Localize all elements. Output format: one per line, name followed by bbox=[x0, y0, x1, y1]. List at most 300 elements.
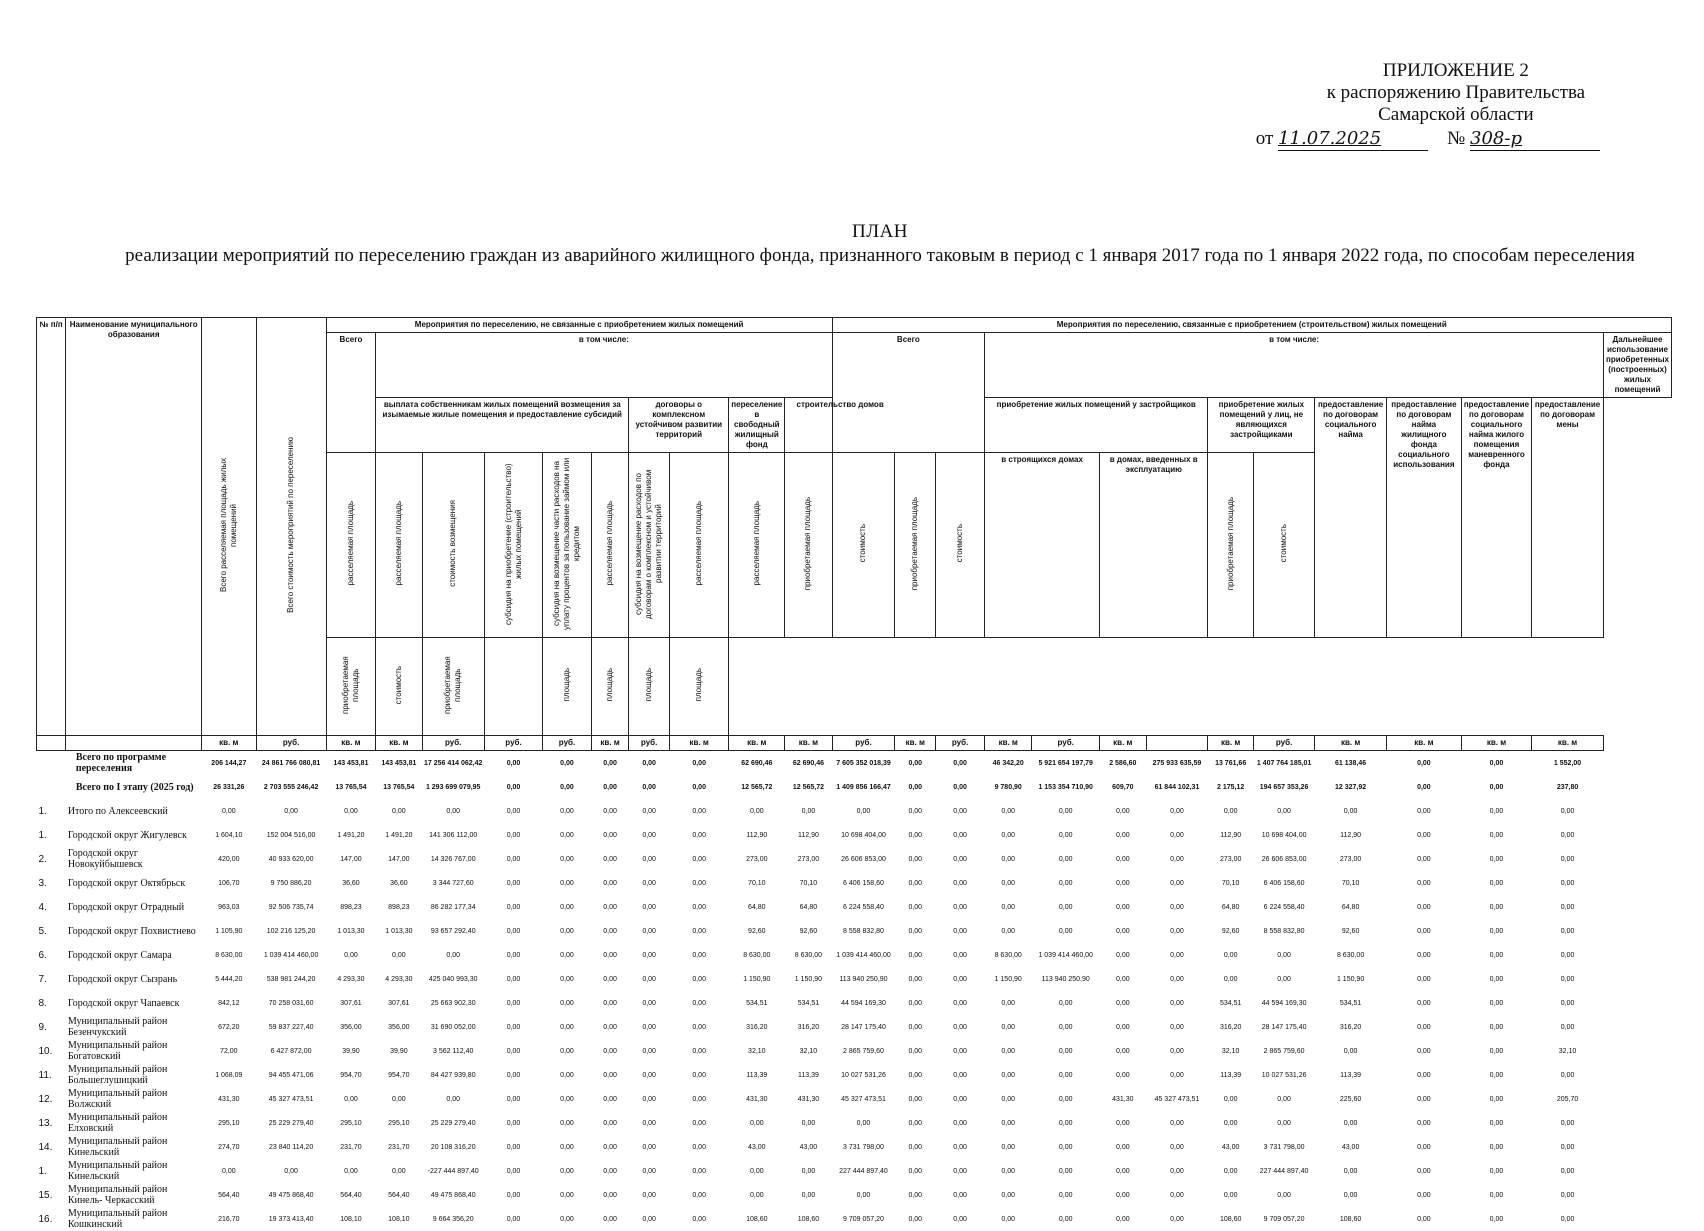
cell-value: 32,10 bbox=[1208, 1039, 1254, 1063]
cell-value: 0,00 bbox=[543, 1183, 592, 1207]
cell-value: 0,00 bbox=[1100, 823, 1146, 847]
cell-value: 23 840 114,20 bbox=[256, 1135, 326, 1159]
cell-value: 206 144,27 bbox=[202, 751, 256, 776]
cell-value: 0,00 bbox=[1386, 751, 1461, 776]
cell-value: 0,00 bbox=[1100, 847, 1146, 871]
unit: кв. м bbox=[985, 736, 1032, 751]
table-row bbox=[37, 991, 1672, 1015]
cell-value: 0,00 bbox=[591, 943, 628, 967]
plan-table bbox=[36, 317, 1672, 1231]
cell-value: 0,00 bbox=[629, 1183, 670, 1207]
cell-value: 0,00 bbox=[1386, 1159, 1461, 1183]
cell-value: 0,00 bbox=[985, 1183, 1032, 1207]
cell-value: 70,10 bbox=[1208, 871, 1254, 895]
cell-value: 273,00 bbox=[729, 847, 785, 871]
cell-value: 227 444 897,40 bbox=[1253, 1159, 1314, 1183]
cell-value: 72,00 bbox=[202, 1039, 256, 1063]
table-row bbox=[37, 1183, 1672, 1207]
cell-value: 273,00 bbox=[1315, 847, 1387, 871]
header-c13: расселяемая площадь bbox=[729, 453, 785, 638]
cell-value: 0,00 bbox=[591, 775, 628, 799]
cell-value: 231,70 bbox=[376, 1135, 422, 1159]
cell-value: 1 013,30 bbox=[376, 919, 422, 943]
cell-value: 10 698 404,00 bbox=[1253, 823, 1314, 847]
cell-value: 0,00 bbox=[629, 1159, 670, 1183]
cell-value: 2 586,60 bbox=[1100, 751, 1146, 776]
cell-value: 534,51 bbox=[785, 991, 832, 1015]
cell-value: 12 565,72 bbox=[785, 775, 832, 799]
table-row bbox=[37, 775, 1672, 799]
header-c18: приобретаемая площадь bbox=[326, 638, 376, 736]
cell-value: 0,00 bbox=[936, 751, 985, 776]
cell-value: 0,00 bbox=[985, 871, 1032, 895]
header-c26: площадь bbox=[629, 638, 670, 736]
cell-value: 0,00 bbox=[670, 1063, 729, 1087]
table-row bbox=[37, 1111, 1672, 1135]
cell-value: 0,00 bbox=[1315, 799, 1387, 823]
municipality-name: Муниципальный район Кинельский bbox=[66, 1159, 202, 1183]
cell-value: 0,00 bbox=[1208, 1183, 1254, 1207]
cell-value: 316,20 bbox=[1208, 1015, 1254, 1039]
cell-value: 0,00 bbox=[1386, 1063, 1461, 1087]
cell-value: 1 039 414 460,00 bbox=[256, 943, 326, 967]
cell-value: 0,00 bbox=[729, 1159, 785, 1183]
cell-value: 3 731 798,00 bbox=[1253, 1135, 1314, 1159]
cell-value: 45 327 473,51 bbox=[256, 1087, 326, 1111]
cell-value: 0,00 bbox=[936, 991, 985, 1015]
cell-value: 0,00 bbox=[591, 1183, 628, 1207]
cell-value: 152 004 516,00 bbox=[256, 823, 326, 847]
table-row bbox=[37, 823, 1672, 847]
cell-value: 64,80 bbox=[1208, 895, 1254, 919]
cell-value: 0,00 bbox=[985, 799, 1032, 823]
row-number: 10. bbox=[37, 1039, 66, 1063]
unit: руб. bbox=[484, 736, 542, 751]
date-prefix: от bbox=[1256, 128, 1274, 149]
cell-value: 0,00 bbox=[1461, 1159, 1531, 1183]
header-free-fund: переселение в свободный жилищный фонд bbox=[729, 398, 785, 453]
cell-value: 64,80 bbox=[1315, 895, 1387, 919]
cell-value: 13 765,54 bbox=[376, 775, 422, 799]
cell-value: 1 039 414 460,00 bbox=[832, 943, 895, 967]
cell-value: 0,00 bbox=[629, 1063, 670, 1087]
cell-value: 0,00 bbox=[1146, 895, 1208, 919]
cell-value: 0,00 bbox=[1315, 1111, 1387, 1135]
cell-value: 534,51 bbox=[1315, 991, 1387, 1015]
cell-value: 0,00 bbox=[936, 1159, 985, 1183]
cell-value: 0,00 bbox=[670, 1159, 729, 1183]
cell-value: 0,00 bbox=[936, 1087, 985, 1111]
cell-value: 3 562 112,40 bbox=[422, 1039, 484, 1063]
cell-value: 0,00 bbox=[591, 751, 628, 776]
header-kurt: договоры о комплексном устойчивом развитии территорий bbox=[629, 398, 729, 453]
municipality-name: Всего по программе переселения bbox=[66, 751, 202, 776]
cell-value: 43,00 bbox=[1315, 1135, 1387, 1159]
table-row bbox=[37, 847, 1672, 871]
cell-value: 0,00 bbox=[1146, 871, 1208, 895]
unit: кв. м bbox=[785, 736, 832, 751]
row-number: 9. bbox=[37, 1015, 66, 1039]
cell-value: 0,00 bbox=[895, 1039, 936, 1063]
cell-value: 0,00 bbox=[484, 1135, 542, 1159]
cell-value: 0,00 bbox=[1032, 1111, 1100, 1135]
cell-value: 0,00 bbox=[1208, 1111, 1254, 1135]
cell-value: 143 453,81 bbox=[376, 751, 422, 776]
row-number: 15. bbox=[37, 1183, 66, 1207]
cell-value: 0,00 bbox=[670, 1015, 729, 1039]
cell-value: 0,00 bbox=[543, 1135, 592, 1159]
cell-value: 70 258 031,60 bbox=[256, 991, 326, 1015]
cell-value: 0,00 bbox=[985, 1039, 1032, 1063]
header-c21 bbox=[484, 638, 542, 736]
header-further-use: Дальнейшее использование приобретенных (построенных) жилых помещений bbox=[1603, 333, 1671, 398]
cell-value: 25 663 902,30 bbox=[422, 991, 484, 1015]
municipality-name: Городской округ Жигулевск bbox=[66, 823, 202, 847]
header-c16: приобретаемая площадь bbox=[895, 453, 936, 638]
cell-value: 0,00 bbox=[484, 1015, 542, 1039]
unit: кв. м bbox=[1386, 736, 1461, 751]
cell-value: 0,00 bbox=[543, 1015, 592, 1039]
cell-value: 963,03 bbox=[202, 895, 256, 919]
cell-value: 0,00 bbox=[670, 799, 729, 823]
cell-value: 0,00 bbox=[936, 1207, 985, 1231]
cell-value: 0,00 bbox=[1386, 871, 1461, 895]
table-row bbox=[37, 871, 1672, 895]
header-payout: выплата собственникам жилых помещений возмещения за изымаемые жилые помещения и предоставление субсидий bbox=[376, 398, 629, 453]
cell-value: 70,10 bbox=[729, 871, 785, 895]
table-row bbox=[37, 1207, 1672, 1231]
header-name: Наименование муниципального образования bbox=[66, 318, 202, 736]
cell-value: 0,00 bbox=[1461, 1111, 1531, 1135]
cell-value: 0,00 bbox=[1032, 991, 1100, 1015]
cell-value: 0,00 bbox=[1532, 847, 1604, 871]
cell-value: 274,70 bbox=[202, 1135, 256, 1159]
cell-value: 0,00 bbox=[1532, 1015, 1604, 1039]
cell-value: 295,10 bbox=[326, 1111, 376, 1135]
cell-value: 25 229 279,40 bbox=[422, 1111, 484, 1135]
cell-value: 0,00 bbox=[1532, 919, 1604, 943]
cell-value: 0,00 bbox=[1100, 871, 1146, 895]
cell-value: 0,00 bbox=[1532, 991, 1604, 1015]
cell-value: 0,00 bbox=[591, 1135, 628, 1159]
unit: кв. м bbox=[376, 736, 422, 751]
cell-value: 0,00 bbox=[670, 847, 729, 871]
cell-value: 0,00 bbox=[1386, 919, 1461, 943]
cell-value: 46 342,20 bbox=[985, 751, 1032, 776]
cell-value: 0,00 bbox=[1032, 847, 1100, 871]
cell-value: 1 491,20 bbox=[376, 823, 422, 847]
cell-value: 225,60 bbox=[1315, 1087, 1387, 1111]
cell-value: 1 409 856 166,47 bbox=[832, 775, 895, 799]
cell-value: 0,00 bbox=[1208, 943, 1254, 967]
unit bbox=[1146, 736, 1208, 751]
cell-value: 113,39 bbox=[1315, 1063, 1387, 1087]
cell-value: 0,00 bbox=[484, 1159, 542, 1183]
cell-value: 0,00 bbox=[985, 919, 1032, 943]
cell-value: 216,70 bbox=[202, 1207, 256, 1231]
cell-value: 356,00 bbox=[376, 1015, 422, 1039]
municipality-name: Муниципальный район Кинель- Черкасский bbox=[66, 1183, 202, 1207]
cell-value: 92,60 bbox=[785, 919, 832, 943]
cell-value: 420,00 bbox=[202, 847, 256, 871]
cell-value: 0,00 bbox=[484, 1183, 542, 1207]
cell-value: 93 657 292,40 bbox=[422, 919, 484, 943]
cell-value: 0,00 bbox=[936, 847, 985, 871]
cell-value: 0,00 bbox=[895, 1159, 936, 1183]
cell-value: 8 630,00 bbox=[1315, 943, 1387, 967]
cell-value: 59 837 227,40 bbox=[256, 1015, 326, 1039]
cell-value: 0,00 bbox=[832, 1111, 895, 1135]
cell-value: 0,00 bbox=[670, 1087, 729, 1111]
cell-value: 0,00 bbox=[1386, 1135, 1461, 1159]
cell-value: 0,00 bbox=[543, 871, 592, 895]
cell-value: 0,00 bbox=[543, 895, 592, 919]
unit: руб. bbox=[936, 736, 985, 751]
cell-value: 39,90 bbox=[326, 1039, 376, 1063]
cell-value: 0,00 bbox=[895, 1087, 936, 1111]
cell-value: 205,70 bbox=[1532, 1087, 1604, 1111]
cell-value: 0,00 bbox=[670, 967, 729, 991]
table-row bbox=[37, 1015, 1672, 1039]
row-number: 2. bbox=[37, 847, 66, 871]
header-c24: площадь bbox=[543, 638, 592, 736]
cell-value: 8 630,00 bbox=[985, 943, 1032, 967]
header-social: предоставление по договорам социального найма bbox=[1315, 398, 1387, 638]
cell-value: 10 698 404,00 bbox=[832, 823, 895, 847]
table-row bbox=[37, 967, 1672, 991]
cell-value: 0,00 bbox=[670, 1183, 729, 1207]
cell-value: 0,00 bbox=[543, 943, 592, 967]
cell-value: 62 690,46 bbox=[729, 751, 785, 776]
cell-value: 32,10 bbox=[1532, 1039, 1604, 1063]
cell-value: 0,00 bbox=[729, 1111, 785, 1135]
cell-value: 0,00 bbox=[591, 799, 628, 823]
unit: руб. bbox=[832, 736, 895, 751]
cell-value: 0,00 bbox=[591, 919, 628, 943]
table-row bbox=[37, 919, 1672, 943]
cell-value: 1 013,30 bbox=[326, 919, 376, 943]
cell-value: 0,00 bbox=[1386, 895, 1461, 919]
cell-value: 1 105,90 bbox=[202, 919, 256, 943]
cell-value: 0,00 bbox=[670, 1039, 729, 1063]
cell-value: 0,00 bbox=[895, 823, 936, 847]
cell-value: 0,00 bbox=[670, 1207, 729, 1231]
cell-value: 0,00 bbox=[1100, 1207, 1146, 1231]
cell-value: 0,00 bbox=[1253, 1183, 1314, 1207]
cell-value: 0,00 bbox=[1386, 1015, 1461, 1039]
cell-value: 0,00 bbox=[670, 943, 729, 967]
cell-value: 0,00 bbox=[484, 919, 542, 943]
cell-value: 62 690,46 bbox=[785, 751, 832, 776]
cell-value: 3 344 727,60 bbox=[422, 871, 484, 895]
cell-value: 0,00 bbox=[985, 991, 1032, 1015]
header-under-construction: в строящихся домах bbox=[985, 453, 1100, 638]
cell-value: 32,10 bbox=[729, 1039, 785, 1063]
header-maneuver: предоставление по договорам социального найма жилого помещения маневренного фонда bbox=[1461, 398, 1531, 638]
cell-value: 0,00 bbox=[591, 991, 628, 1015]
cell-value: 44 594 169,30 bbox=[1253, 991, 1314, 1015]
cell-value: 19 373 413,40 bbox=[256, 1207, 326, 1231]
cell-value: 0,00 bbox=[1032, 799, 1100, 823]
municipality-name: Муниципальный район Кинельский bbox=[66, 1135, 202, 1159]
cell-value: 0,00 bbox=[256, 1159, 326, 1183]
cell-value: 8 630,00 bbox=[202, 943, 256, 967]
cell-value: 1 407 764 185,01 bbox=[1253, 751, 1314, 776]
cell-value: 0,00 bbox=[985, 823, 1032, 847]
header-commissioned: в домах, введенных в эксплуатацию bbox=[1100, 453, 1208, 638]
cell-value: 108,60 bbox=[729, 1207, 785, 1231]
cell-value: 2 175,12 bbox=[1208, 775, 1254, 799]
cell-value: 141 306 112,00 bbox=[422, 823, 484, 847]
cell-value: 84 427 939,80 bbox=[422, 1063, 484, 1087]
cell-value: 0,00 bbox=[1100, 1111, 1146, 1135]
cell-value: 8 630,00 bbox=[729, 943, 785, 967]
cell-value: 0,00 bbox=[936, 823, 985, 847]
unit: кв. м bbox=[729, 736, 785, 751]
cell-value: 112,90 bbox=[1315, 823, 1387, 847]
header-c23: стоимость bbox=[1253, 453, 1314, 638]
cell-value: 0,00 bbox=[1100, 943, 1146, 967]
appendix-line-3: Самарской области bbox=[1312, 104, 1600, 126]
cell-value: 0,00 bbox=[1146, 823, 1208, 847]
cell-value: 0,00 bbox=[1532, 1135, 1604, 1159]
cell-value: 0,00 bbox=[484, 1063, 542, 1087]
header-c9: субсидия на возмещение части расходов на уплату процентов за пользование займом или кредитом bbox=[543, 453, 592, 638]
header-group-non-purchase: Мероприятия по переселению, не связанные с приобретением жилых помещений bbox=[326, 318, 832, 333]
cell-value: 0,00 bbox=[1100, 1135, 1146, 1159]
table-row bbox=[37, 1063, 1672, 1087]
cell-value: 0,00 bbox=[985, 847, 1032, 871]
cell-value: 0,00 bbox=[670, 823, 729, 847]
cell-value: 6 224 558,40 bbox=[832, 895, 895, 919]
header-c20: приобретаемая площадь bbox=[422, 638, 484, 736]
cell-value: 0,00 bbox=[1386, 1183, 1461, 1207]
cell-value: 0,00 bbox=[1461, 775, 1531, 799]
municipality-name: Муниципальный район Кошкинский bbox=[66, 1207, 202, 1231]
cell-value: 61 844 102,31 bbox=[1146, 775, 1208, 799]
header-c7: стоимость возмещения bbox=[422, 453, 484, 638]
cell-value: 0,00 bbox=[1146, 991, 1208, 1015]
municipality-name: Муниципальный район Безенчукский bbox=[66, 1015, 202, 1039]
cell-value: 113,39 bbox=[785, 1063, 832, 1087]
header-from-developers: приобретение жилых помещений у застройщиков bbox=[985, 398, 1208, 453]
cell-value: 0,00 bbox=[1386, 991, 1461, 1015]
handwritten-date: 11.07.2025 bbox=[1278, 128, 1428, 151]
cell-value: 0,00 bbox=[1532, 1183, 1604, 1207]
cell-value: 0,00 bbox=[1032, 1087, 1100, 1111]
cell-value: 0,00 bbox=[422, 943, 484, 967]
unit: кв. м bbox=[202, 736, 256, 751]
municipality-name: Городской округ Новокуйбышевск bbox=[66, 847, 202, 871]
cell-value: 0,00 bbox=[629, 823, 670, 847]
cell-value: 431,30 bbox=[785, 1087, 832, 1111]
cell-value: 0,00 bbox=[895, 871, 936, 895]
cell-value: 0,00 bbox=[543, 751, 592, 776]
cell-value: 25 229 279,40 bbox=[256, 1111, 326, 1135]
cell-value: 0,00 bbox=[1315, 1183, 1387, 1207]
cell-value: 9 664 356,20 bbox=[422, 1207, 484, 1231]
cell-value: 1 068,09 bbox=[202, 1063, 256, 1087]
cell-value: 0,00 bbox=[895, 895, 936, 919]
cell-value: 0,00 bbox=[936, 1039, 985, 1063]
cell-value: 0,00 bbox=[670, 871, 729, 895]
title-description: реализации мероприятий по переселению граждан из аварийного жилищного фонда, признанного таковым в период с 1 января 2017 года по 1 января 2022 года, по способам переселения bbox=[80, 244, 1680, 268]
cell-value: 43,00 bbox=[785, 1135, 832, 1159]
document-title bbox=[80, 220, 1680, 268]
cell-value: 0,00 bbox=[484, 823, 542, 847]
cell-value: 307,61 bbox=[326, 991, 376, 1015]
cell-value: 0,00 bbox=[1386, 799, 1461, 823]
cell-value: 0,00 bbox=[936, 1135, 985, 1159]
cell-value: 0,00 bbox=[484, 751, 542, 776]
appendix-line-2: к распоряжению Правительства bbox=[1312, 82, 1600, 104]
cell-value: 0,00 bbox=[785, 1183, 832, 1207]
cell-value: 1 150,90 bbox=[729, 967, 785, 991]
cell-value: 0,00 bbox=[543, 1087, 592, 1111]
header-c19: стоимость bbox=[376, 638, 422, 736]
cell-value: 0,00 bbox=[936, 871, 985, 895]
table-row bbox=[37, 1159, 1672, 1183]
cell-value: 0,00 bbox=[543, 991, 592, 1015]
cell-value: 0,00 bbox=[1461, 751, 1531, 776]
cell-value: 10 027 531,26 bbox=[832, 1063, 895, 1087]
cell-value: 227 444 897,40 bbox=[832, 1159, 895, 1183]
table-row bbox=[37, 751, 1672, 776]
header-c6: расселяемая площадь bbox=[376, 453, 422, 638]
cell-value: 4 293,30 bbox=[376, 967, 422, 991]
cell-value: 40 933 620,00 bbox=[256, 847, 326, 871]
cell-value: 307,61 bbox=[376, 991, 422, 1015]
table-row bbox=[37, 895, 1672, 919]
cell-value: 0,00 bbox=[543, 775, 592, 799]
cell-value: 113,39 bbox=[1208, 1063, 1254, 1087]
cell-value: 0,00 bbox=[1032, 1063, 1100, 1087]
row-number: 14. bbox=[37, 1135, 66, 1159]
cell-value: 8 558 832,80 bbox=[832, 919, 895, 943]
cell-value: 316,20 bbox=[729, 1015, 785, 1039]
cell-value: 0,00 bbox=[832, 799, 895, 823]
cell-value: 70,10 bbox=[785, 871, 832, 895]
cell-value: 0,00 bbox=[1032, 1039, 1100, 1063]
cell-value: 0,00 bbox=[1253, 799, 1314, 823]
cell-value: 0,00 bbox=[1146, 847, 1208, 871]
cell-value: 0,00 bbox=[1532, 823, 1604, 847]
cell-value: 112,90 bbox=[785, 823, 832, 847]
cell-value: 0,00 bbox=[895, 943, 936, 967]
cell-value: 0,00 bbox=[1253, 943, 1314, 967]
row-number: 4. bbox=[37, 895, 66, 919]
cell-value: 0,00 bbox=[1146, 967, 1208, 991]
header-g1-total: Всего bbox=[326, 333, 376, 453]
cell-value: 108,60 bbox=[785, 1207, 832, 1231]
cell-value: 0,00 bbox=[484, 847, 542, 871]
cell-value: 431,30 bbox=[729, 1087, 785, 1111]
unit: руб. bbox=[1253, 736, 1314, 751]
cell-value: 0,00 bbox=[591, 847, 628, 871]
header-c5: расселяемая площадь bbox=[326, 453, 376, 638]
header-exchange: предоставление по договорам мены bbox=[1532, 398, 1604, 638]
appendix-block bbox=[1312, 60, 1600, 151]
header-c11: субсидия на возмещение расходов по договорам о комплексном и устойчивом развитии территорий bbox=[629, 453, 670, 638]
cell-value: 0,00 bbox=[1461, 1135, 1531, 1159]
cell-value: 108,60 bbox=[1315, 1207, 1387, 1231]
cell-value: 9 780,90 bbox=[985, 775, 1032, 799]
cell-value: 0,00 bbox=[670, 1111, 729, 1135]
cell-value: 0,00 bbox=[985, 1015, 1032, 1039]
unit: руб. bbox=[629, 736, 670, 751]
cell-value: 49 475 868,40 bbox=[256, 1183, 326, 1207]
municipality-name: Городской округ Похвистнево bbox=[66, 919, 202, 943]
